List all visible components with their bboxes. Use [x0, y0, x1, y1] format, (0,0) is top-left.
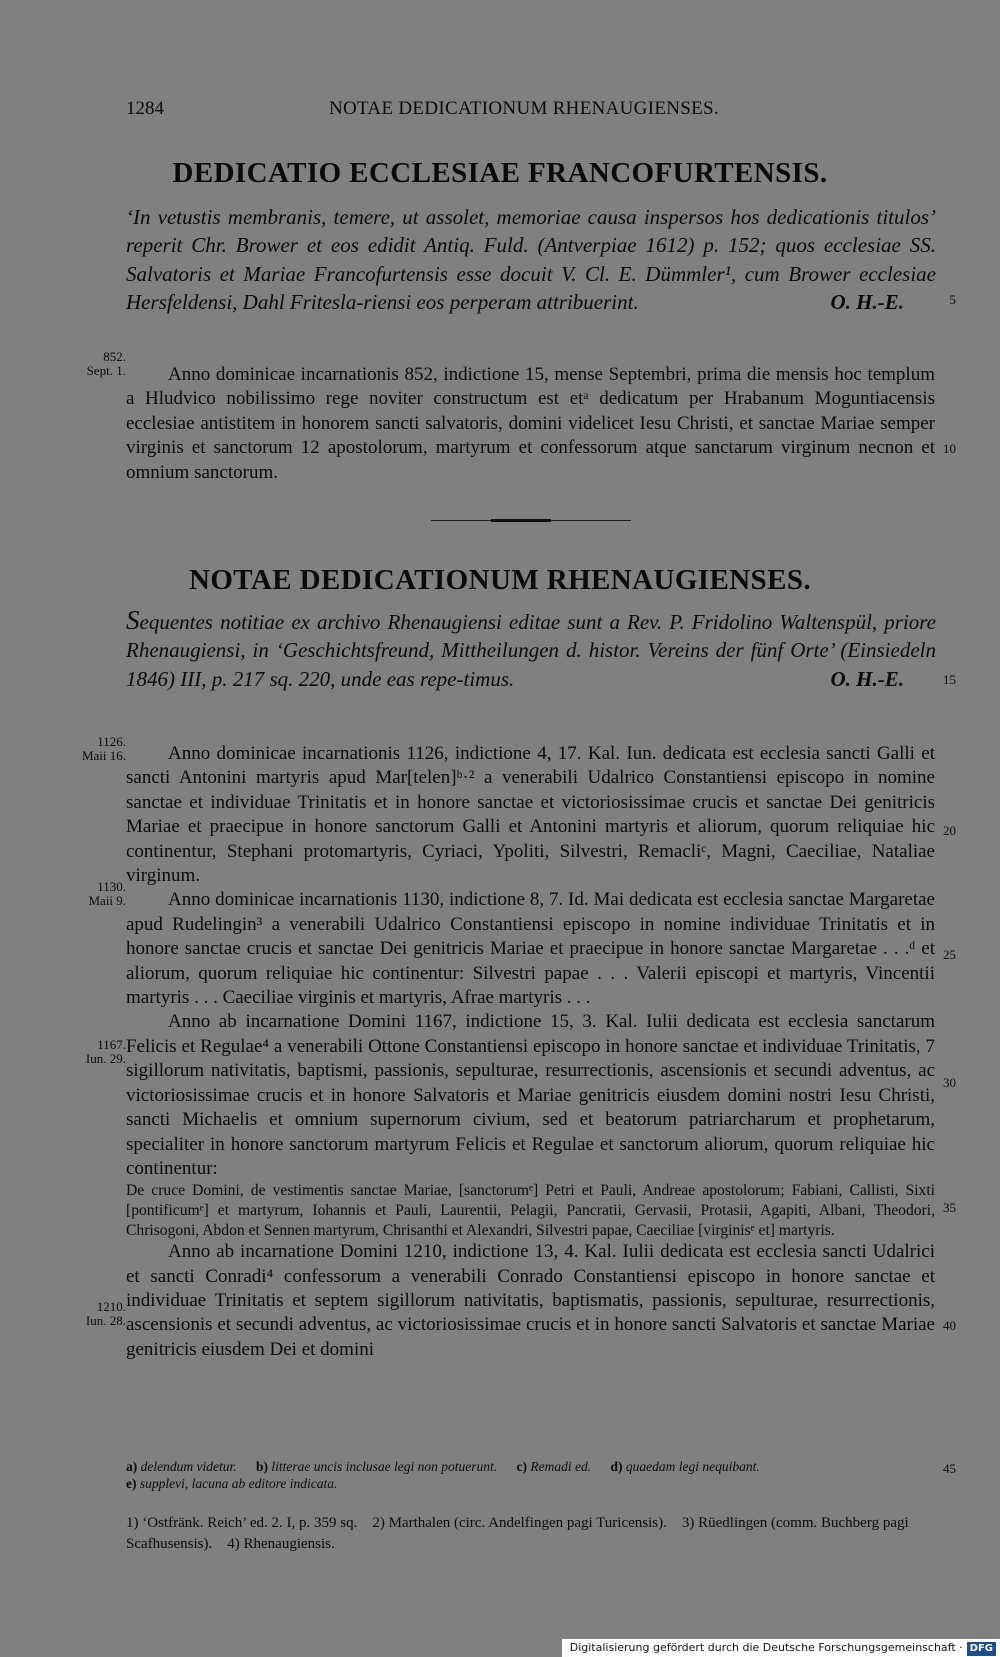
section-title-francofurtensis: DEDICATIO ECCLESIAE FRANCOFURTENSIS. [172, 157, 828, 189]
section-intro-francofurtensis [126, 203, 936, 316]
footnote: 1) ‘Ostfränk. Reich’ ed. 2. I, p. 359 sq. [126, 1515, 358, 1531]
margin-date: 852. Sept. 1. [86, 349, 126, 378]
entry-852 [126, 363, 935, 485]
margin-date: 1167. Iun. 29. [85, 1037, 126, 1066]
footnote: a) delendum videtur. [126, 1459, 237, 1474]
editor-signature: O. H.-E. [830, 289, 904, 314]
footnote: 2) Marthalen (circ. Andelfingen pagi Turicensis). [372, 1515, 667, 1531]
dfg-logo: DFG [967, 1642, 996, 1656]
entries-rhenaugienses [126, 742, 935, 1362]
entry-1126: Anno dominicae incarnationis 1126, indictione 4, 17. Kal. Iun. dedicata est ecclesia sancti Galli et sancti Antonini martyris apud Mar[telen]ᵇ·² a venerabili Udalrico Constantiensi episcopo in nomine sanctae et individuae Trinitatis et in honore sanctae et victoriosissimae crucis et sanctae Dei genitricis Mariae et praecipue in honore sanctorum Galli et Antonini martyris et aliorum, quorum reliquiae hic continentur, Stephani protomartyris, Cyriaci, Ypoliti, Silvestri, Remacliᶜ, Magni, Caeciliae, Nataliae virginum. [126, 743, 935, 887]
footnote: c) Remadi ed. [516, 1459, 592, 1474]
margin-date: 1130. Maii 9. [88, 879, 126, 908]
entry-text: Anno dominicae incarnationis 852, indictione 15, mense Septembri, prima die mensis hoc templum a Hludvico nobilissimo rege noviter constructum est etᵃ dedicatum per Hrabanum Moguntiacensis ecclesiae antistitem in honorem sancti salvatoris, domini videlicet Iesu Christi, et sanctae Mariae semper virginis et sanctorum 12 apostolorum, martyrum et confessorum atque sanctarum virginum necnon et omnium sanctorum. [126, 364, 935, 483]
section-divider [431, 519, 631, 522]
line-number: 35 [943, 1200, 956, 1215]
footnote: b) litterae uncis inclusae legi non potuerunt. [255, 1459, 498, 1474]
dfg-attribution-bar [562, 1639, 1000, 1657]
line-number: 15 [943, 672, 956, 687]
footnote: 4) Rhenaugiensis. [227, 1536, 335, 1552]
line-number: 10 [943, 441, 956, 456]
drop-initial: S [126, 605, 140, 635]
dfg-attribution-text: Digitalisierung gefördert durch die Deutsche Forschungsgemeinschaft · [569, 1641, 963, 1654]
line-number: 30 [943, 1075, 956, 1090]
margin-date: 1210. Iun. 28. [85, 1299, 126, 1328]
editor-signature: O. H.-E. [830, 666, 904, 691]
line-number: 25 [943, 947, 956, 962]
line-number: 45 [943, 1461, 956, 1476]
entry-1210: Anno ab incarnatione Domini 1210, indictione 13, 4. Kal. Iulii dedicata est ecclesia sancti Udalrici et sancti Conradi⁴ confessorum a venerabili Conrado Constantiensi episcopo in honore sanctae et individuae Trinitatis et septem sigillorum nativitatis, baptismatis, passionis, sepulturae, resurrectionis, ascensionis et secundi adventus, ac victoriosissimae crucis et in honore sancti Salvatoris et sanctae Mariae genitricis eiusdem Dei et domini [126, 1241, 935, 1360]
entry-1167-relics: De cruce Domini, de vestimentis sanctae Mariae, [sanctorumᵉ] Petri et Pauli, Andreae apostolorum; Fabiani, Callisti, Sixti [pontificumᵉ] et martyrum, Iohannis et Pauli, Laurentii, Pelagii, Pancratii, Gervasii, Protasii, Agapiti, Albani, Theodori, Chrisogoni, Abdon et Sennen martyrum, Chrisanthi et Alexandri, Silvestri papae, Caeciliae [virginisᵉ et] martyris. [126, 1182, 935, 1239]
margin-date: 1126. Maii 16. [81, 734, 126, 763]
intro-text: equentes notitiae ex archivo Rhenaugiensi editae sunt a Rev. P. Fridolino Waltenspül, priore Rhenaugiensi, in ‘Geschichtsfreund, Mittheilungen d. histor. Vereins der fünf Orte’ (Einsiedeln 1846) III, p. 217 sq. 220, unde eas repe-timus. [126, 610, 936, 691]
running-head [126, 98, 926, 128]
section-title-rhenaugienses: NOTAE DEDICATIONUM RHENAUGIENSES. [188, 564, 812, 596]
line-number: 20 [943, 823, 956, 838]
entry-1167: Anno ab incarnatione Domini 1167, indictione 15, 3. Kal. Iulii dedicata est ecclesia sanctarum Felicis et Regulae⁴ a venerabili Ottone Constantiensi episcopo in honore sanctae et individuae Trinitatis, 7 sigillorum nativitatis, baptismi, passionis, sepulturae, resurrectionis, ascensionis et secundi adventus, ac victoriosissimae crucis et in honore Salvatoris et Mariae genitricis eiusdem domini nostri Iesu Christi, sancti Michaelis et omnium supernorum civium, sed et beatorum patriarcharum et prophetarum, specialiter in honore sanctorum martyrum Felicis et Regulae et sanctorum aliorum, quorum reliquiae hic continentur: [126, 1011, 935, 1179]
line-number: 5 [949, 292, 956, 307]
footnote: d) quaedam legi nequibant. [610, 1459, 760, 1474]
footnote: 3) Rüedlingen (comm. Buchberg pagi Scafhusensis). [126, 1515, 909, 1552]
line-number: 40 [943, 1318, 956, 1333]
section-intro-rhenaugienses [126, 606, 936, 693]
footnote: e) supplevi, lacuna ab editore indicata. [126, 1476, 338, 1491]
entry-1130: Anno dominicae incarnationis 1130, indictione 8, 7. Id. Mai dedicata est ecclesia sanctae Margaretae apud Rudelingin³ a venerabili Udalrico Constantiensi episcopo in nomine individuae Trinitatis et in honore sanctae crucis et sanctae Dei genitricis Mariae et praecipue in honore sanctae Margaretae . . .ᵈ et aliorum, quorum reliquiae hic continentur: Silvestri papae . . . Valerii episcopi et martyris, Vincentii martyris . . . Caeciliae virginis et martyris, Afrae martyris . . . [126, 889, 935, 1009]
footnotes-explanatory [126, 1513, 936, 1555]
page-number: 1284 [126, 98, 164, 119]
footnotes-critical [126, 1458, 956, 1492]
running-title: NOTAE DEDICATIONUM RHENAUGIENSES. [329, 98, 719, 119]
intro-text: ‘In vetustis membranis, temere, ut assolet, memoriae causa inspersos hos dedicationis titulos’ reperit Chr. Brower et eos edidit Antiq. Fuld. (Antverpiae 1612) p. 152; quos ecclesiae SS. Salvatoris et Mariae Francofurtensis esse docuit V. Cl. E. Dümmler¹, cum Brower ecclesiae Hersfeldensi, Dahl Fritesla-riensi eos perperam attribuerint. [126, 205, 936, 314]
